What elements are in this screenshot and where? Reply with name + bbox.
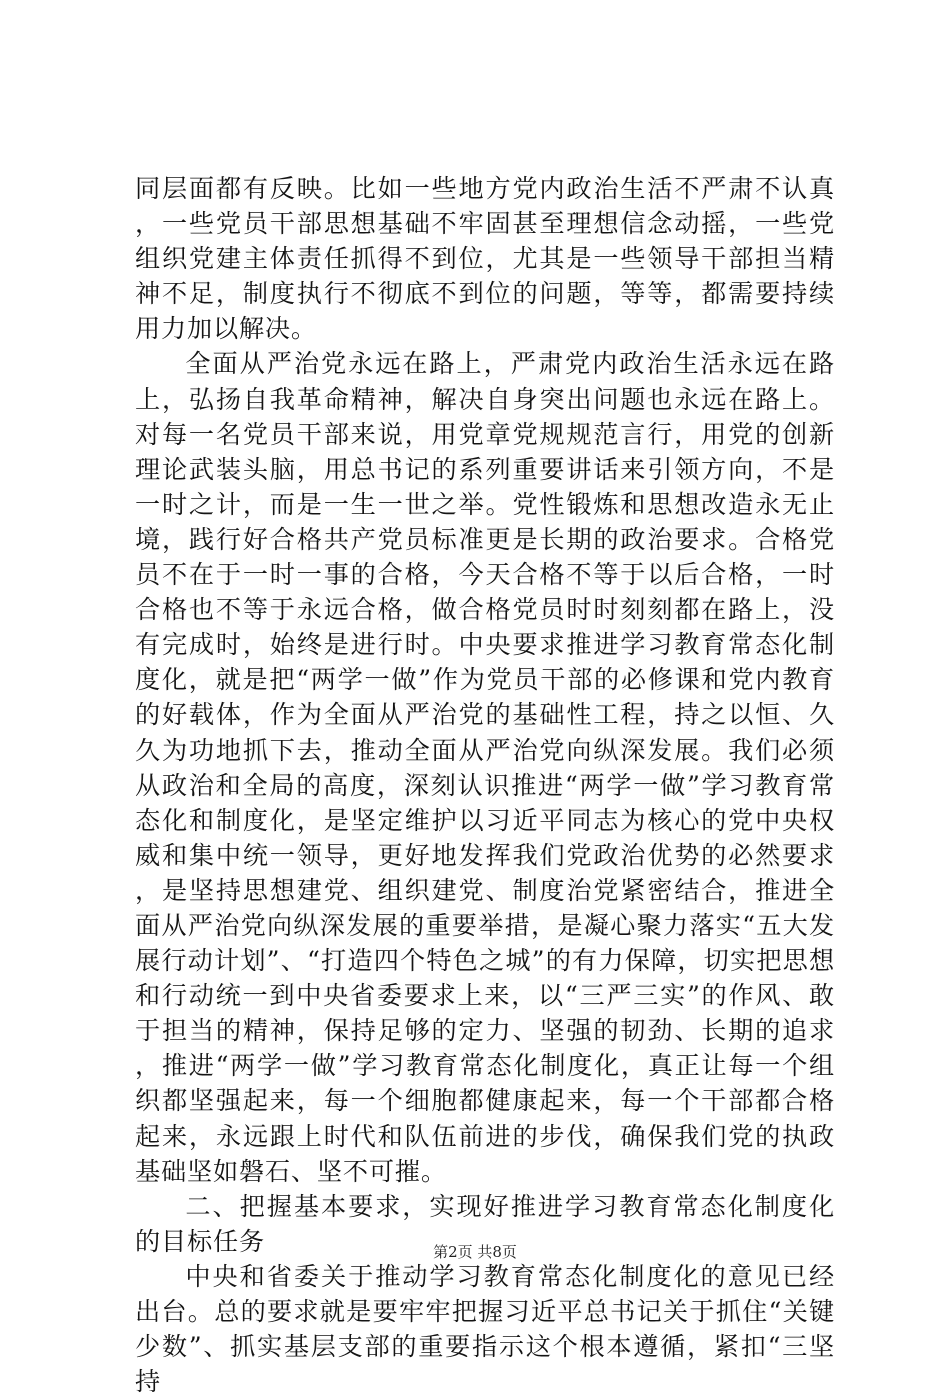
page-number: 第2页 共8页 — [433, 1243, 517, 1261]
page-footer — [0, 1242, 950, 1262]
paragraph-body: 中央和省委关于推动学习教育常态化制度化的意见已经出台。总的要求就是要牢牢把握习近平总书记关于抓住“关键少数”、抓实基层支部的重要指示这个根本遵循，紧扣“三坚持 — [135, 1261, 835, 1397]
section-heading: 二、把握基本要求，实现好推进学习教育常态化制度化的目标任务 — [135, 1191, 835, 1256]
paragraph-continuation: 同层面都有反映。比如一些地方党内政治生活不严肃不认真，一些党员干部思想基础不牢固甚至理想信念动摇，一些党组织党建主体责任抓得不到位，尤其是一些领导干部担当精神不足，制度执行不彻底不到位的问题，等等，都需要持续用力加以解决。 — [135, 174, 835, 344]
document-body — [135, 171, 835, 1399]
paragraph-body: 全面从严治党永远在路上，严肃党内政治生活永远在路上，弘扬自我革命精神，解决自身突出问题也永远在路上。对每一名党员干部来说，用党章党规规范言行，用党的创新理论武装头脑，用总书记的系列重要讲话来引领方向，不是一时之计，而是一生一世之举。党性锻炼和思想改造永无止境，践行好合格共产党员标准更是长期的政治要求。合格党员不在于一时一事的合格，今天合格不等于以后合格，一时合格也不等于永远合格，做合格党员时时刻刻都在路上，没有完成时，始终是进行时。中央要求推进学习教育常态化制度化，就是把“两学一做”作为党员干部的必修课和党内教育的好载体，作为全面从严治党的基础性工程，持之以恒、久久为功地抓下去，推动全面从严治党向纵深发展。我们必须从政治和全局的高度，深刻认识推进“两学一做”学习教育常态化和制度化，是坚定维护以习近平同志为核心的党中央权威和集中统一领导，更好地发挥我们党政治优势的必然要求，是坚持思想建党、组织建党、制度治党紧密结合，推进全面从严治党向纵深发展的重要举措，是凝心聚力落实“五大发展行动计划”、“打造四个特色之城”的有力保障，切实把思想和行动统一到中央省委要求上来，以“三严三实”的作风、敢于担当的精神，保持足够的定力、坚强的韧劲、长期的追求，推进“两学一做”学习教育常态化制度化，真正让每一个组织都坚强起来，每一个细胞都健康起来，每一个干部都合格起来，永远跟上时代和队伍前进的步伐，确保我们党的执政基础坚如磐石、坚不可摧。 — [135, 349, 835, 1186]
